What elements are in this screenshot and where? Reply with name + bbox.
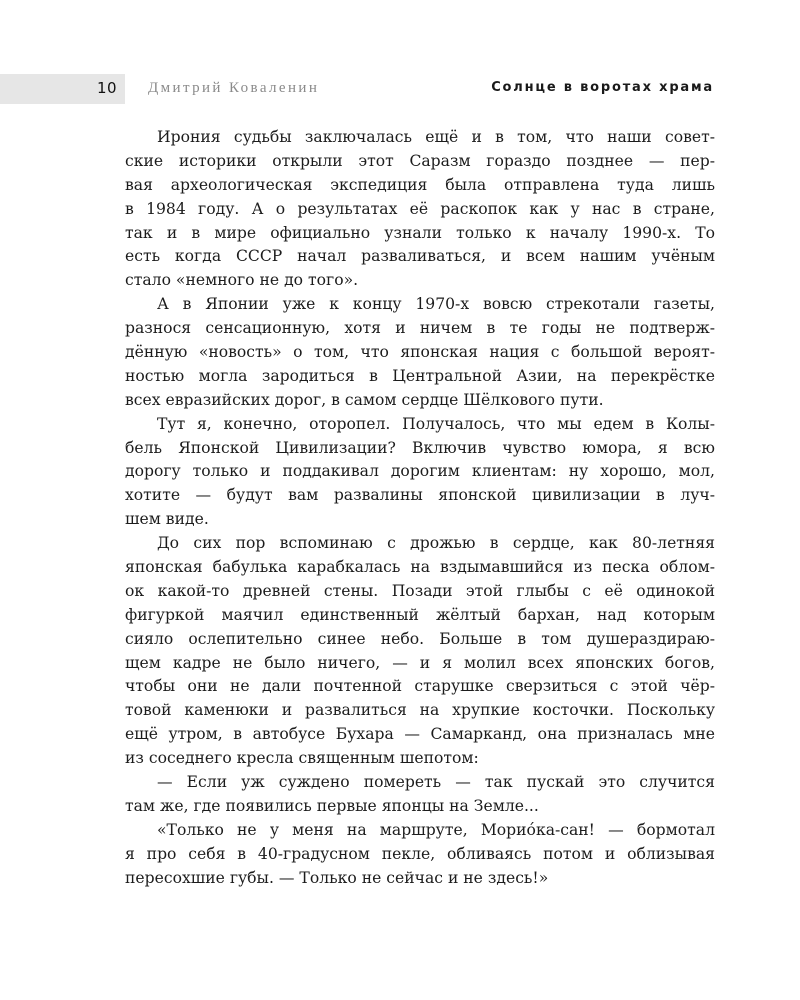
text-line: сияло ослепительно синее небо. Больше в том душераздираю- xyxy=(125,629,715,648)
text-line: дённую «новость» о том, что японская нация с большой вероят- xyxy=(125,343,715,362)
page-number: 10 xyxy=(97,79,118,97)
text-line: есть когда СССР начал разваливаться, и всем нашим учёным xyxy=(125,247,715,266)
text-line: До сих пор вспоминаю с дрожью в сердце, как 80-летняя xyxy=(157,534,715,553)
text-line: товой каменюки и развалиться на хрупкие косточки. Поскольку xyxy=(125,701,715,720)
text-line: я про себя в 40-градусном пекле, обливаясь потом и облизывая xyxy=(125,844,715,863)
text-line: ещё утром, в автобусе Бухара — Самарканд, она призналась мне xyxy=(125,725,715,744)
running-head-author: Дмитрий Коваленин xyxy=(148,80,320,96)
text-line: ок какой-то древней стены. Позади этой глыбы с её одинокой xyxy=(125,581,715,600)
text-line: шем виде. xyxy=(125,510,209,529)
running-head-title: Солнце в воротах храма xyxy=(491,80,714,95)
text-line: чтобы они не дали почтенной старушке сверзиться с этой чёр- xyxy=(125,677,715,696)
text-line: из соседнего кресла священным шепотом: xyxy=(125,749,479,768)
text-line: стало «немного не до того». xyxy=(125,271,359,290)
text-line: Тут я, конечно, оторопел. Получалось, что мы едем в Колы- xyxy=(157,414,715,433)
text-line: щем кадре не было ничего, — и я молил всех японских богов, xyxy=(125,653,715,672)
text-line: японская бабулька карабкалась на вздымавшийся из песка облом- xyxy=(125,558,715,577)
text-line: ностью могла зародиться в Центральной Азии, на перекрёстке xyxy=(125,366,715,385)
text-line: бель Японской Цивилизации? Включив чувство юмора, я всю xyxy=(125,438,715,457)
text-line: всех евразийских дорог, в самом сердце Шёлкового пути. xyxy=(125,390,604,409)
text-line: ские историки открыли этот Саразм гораздо позднее — пер- xyxy=(125,151,715,170)
text-line: пересохшие губы. — Только не сейчас и не здесь!» xyxy=(125,868,549,887)
body-text xyxy=(125,126,715,891)
text-line: Ирония судьбы заключалась ещё и в том, что наши совет- xyxy=(157,128,715,146)
text-line: дорогу только и поддакивал дорогим клиентам: ну хорошо, мол, xyxy=(125,462,715,481)
text-line: разнося сенсационную, хотя и ничем в те годы не подтверж- xyxy=(125,319,715,338)
text-line: в 1984 году. А о результатах её раскопок как у нас в стране, xyxy=(125,199,715,218)
text-line: А в Японии уже к концу 1970-х вовсю стрекотали газеты, xyxy=(157,295,715,314)
text-line: там же, где появились первые японцы на Земле... xyxy=(125,796,539,815)
text-line: так и в мире официально узнали только к началу 1990-х. То xyxy=(125,223,715,242)
text-line: фигуркой маячил единственный жёлтый бархан, над которым xyxy=(125,605,715,624)
text-line: — Если уж суждено помереть — так пускай это случится xyxy=(157,773,715,792)
text-line: хотите — будут вам развалины японской цивилизации в луч- xyxy=(125,486,715,505)
text-line: вая археологическая экспедиция была отправлена туда лишь xyxy=(125,175,715,194)
text-line: «Только не у меня на маршруте, Морио́ка-сан! — бормотал xyxy=(157,820,715,839)
